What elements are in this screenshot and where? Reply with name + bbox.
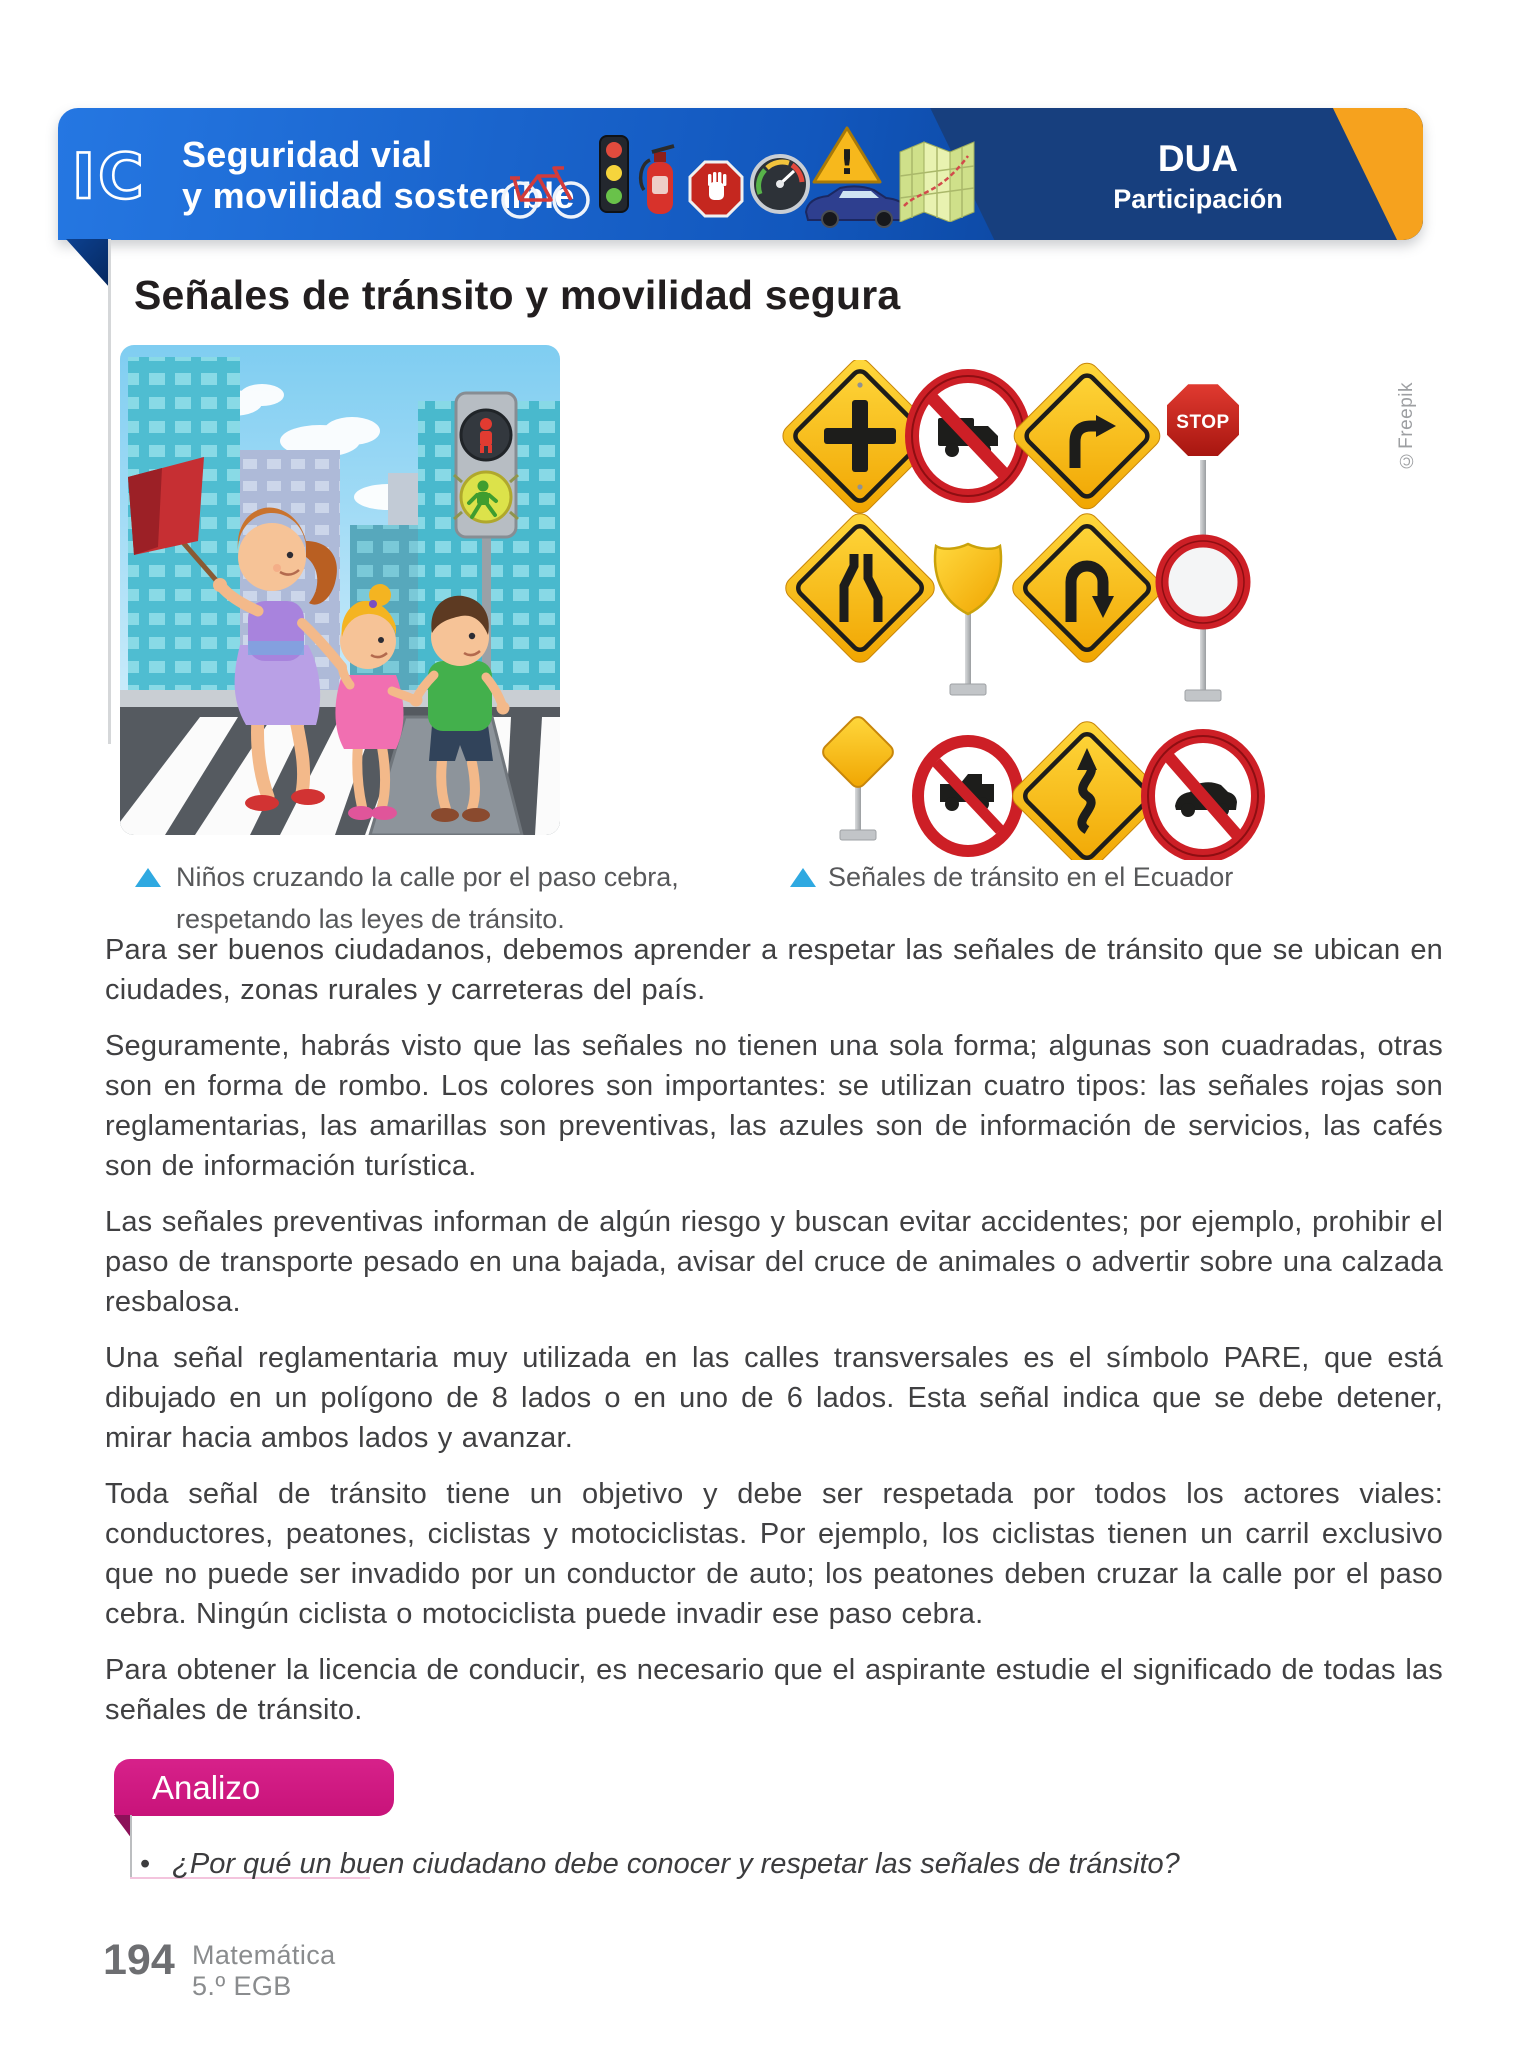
analizo-question-row [140, 1848, 1380, 1881]
left-caption-line1: Niños cruzando la calle por el paso cebra, [176, 862, 679, 892]
paragraph-1: Para ser buenos ciudadanos, debemos aprender a respetar las señales de tránsito que se ubican en ciudades, zonas rurales y carreteras del país. [105, 934, 1443, 1006]
no-heavy-trucks-sign [912, 376, 1024, 496]
caption-triangle-icon [790, 868, 816, 887]
dua-badge [1063, 138, 1333, 215]
dua-title: DUA [1157, 138, 1239, 179]
stop-sign [1165, 382, 1241, 555]
page-title: Señales de tránsito y movilidad segura [134, 272, 901, 318]
diamond-marker-sign [820, 714, 896, 840]
right-figure-caption: Señales de tránsito en el Ecuador [828, 862, 1234, 892]
page-number: 194 [103, 1936, 175, 1984]
analizo-question: ¿Por qué un buen ciudadano debe conocer y respetar las señales de tránsito? [172, 1848, 1180, 1880]
prohibition-ring-sign [1162, 541, 1244, 701]
dua-subtitle: Participación [1113, 184, 1283, 214]
bullet-icon: • [140, 1848, 151, 1880]
warning-triangle-icon [810, 124, 884, 188]
no-cars-sign [1148, 736, 1258, 856]
footer-meta [192, 1940, 336, 2002]
u-turn-sign [1008, 509, 1166, 667]
traffic-signs-figure [780, 360, 1420, 860]
left-margin-rule [108, 239, 111, 744]
paragraph-2: Seguramente, habrás visto que las señales no tienen una sola forma; algunas son cuadradas, otras son en forma de rombo. Los colores son importantes: se utilizan cuatro tipos: las señales rojas son reglamentarias, las amarillas son preventivas, las azules son de información de servicios, las cafés son de información turística. [105, 1030, 1443, 1182]
header-banner [58, 108, 1423, 240]
paragraph-5: Toda señal de tránsito tiene un objetivo y debe ser respetada por todos los actores viales: conductores, peatones, ciclistas y motociclistas. Por ejemplo, los ciclistas tienen un carril exclusivo que no puede ser invadido por un conductor de auto; los peatones deben cruzar la calle por el paso cebra. Ningún ciclista o motociclista puede invadir ese paso cebra. [105, 1478, 1443, 1630]
stop-sign-text: STOP [1176, 412, 1230, 433]
left-figure-caption [176, 856, 776, 940]
svg-text:!: ! [839, 143, 855, 183]
footer-grade: 5.º EGB [192, 1971, 292, 2001]
fire-extinguisher-icon [638, 142, 682, 220]
paragraph-3: Las señales preventivas informan de algún riesgo y buscan evitar accidentes; por ejemplo, prohibir el paso de transporte pesado en una bajada, avisar del cruce de animales o advertir sobre una calzada resbalosa. [105, 1206, 1443, 1318]
road-narrows-sign [781, 509, 939, 667]
map-icon [898, 136, 976, 222]
car-icon [800, 182, 912, 228]
no-jeeps-sign [918, 741, 1018, 851]
ic-logo-icon [70, 132, 175, 220]
paragraph-6: Para obtener la licencia de conducir, es necesario que el aspirante estudie el significado de todas las señales de tránsito. [105, 1654, 1443, 1726]
crossing-illustration [120, 345, 560, 835]
unit-title-line2: y movilidad sostenible [182, 175, 575, 216]
ic-logo-text: IC [72, 140, 147, 213]
shield-marker-sign [935, 544, 1001, 695]
analizo-rule [130, 1815, 132, 1878]
analizo-badge [114, 1759, 394, 1816]
paragraph-4: Una señal reglamentaria muy utilizada en las calles transversales es el símbolo PARE, que está dibujado en un polígono de 8 lados o en uno de 6 lados. Esta señal indica que se debe detener, mirar hacia ambos lados y avanzar. [105, 1342, 1443, 1454]
banner-fold [66, 239, 110, 288]
image-credit: ©Freepik [1396, 382, 1417, 471]
footer-subject: Matemática [192, 1940, 336, 1970]
analizo-label: Analizo [152, 1768, 261, 1806]
traffic-light-icon [596, 134, 632, 220]
bicycle-icon [498, 158, 593, 220]
left-caption-line2: respetando las leyes de tránsito. [176, 904, 565, 934]
stop-hand-sign-icon [688, 160, 744, 218]
curve-right-sign [1009, 360, 1165, 514]
body-text [105, 930, 1443, 1746]
caption-triangle-icon [135, 868, 161, 887]
unit-title-line1: Seguridad vial [182, 134, 433, 175]
